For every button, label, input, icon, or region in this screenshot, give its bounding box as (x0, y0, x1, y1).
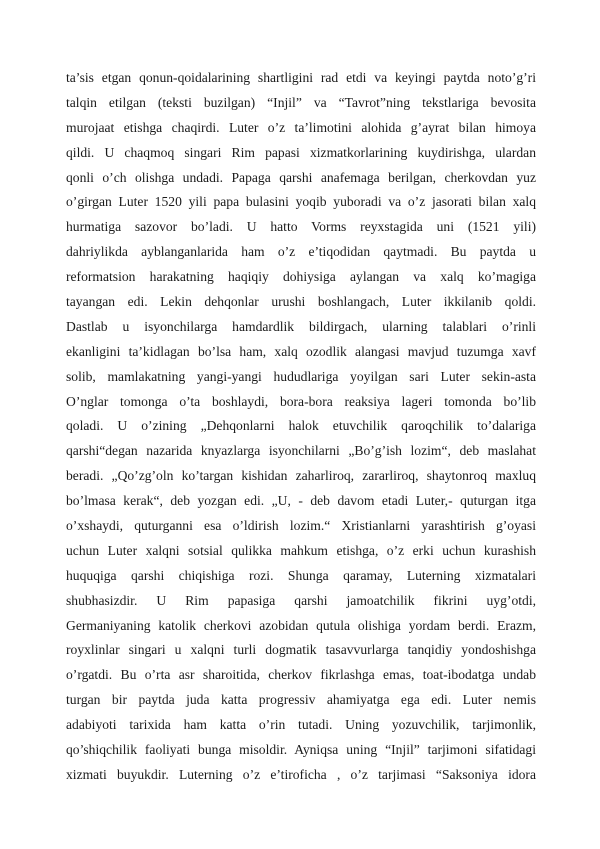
text-line-16: qarshi“degan nazarida knyazlarga isyonchilarni „Bo’g’ish lozim“, deb maslahat (66, 443, 536, 459)
text-line-20: uchun Luter xalqni sotsial qulikka mahkum etishga, o’z erki uchun kurashish (66, 542, 536, 558)
text-line-7: hurmatiga sazovor bo’ladi. U hatto Vorms reyxstagida uni (1521 yili) (66, 219, 536, 235)
text-line-21: huquqiga qarshi chiqishiga rozi. Shunga qaramay, Luterning xizmatalari (66, 567, 536, 583)
text-line-10: tayangan edi. Lekin dehqonlar urushi boshlangach, Luter ikkilanib qoldi. (66, 294, 536, 310)
text-line-11: Dastlab u isyonchilarga hamdardlik bildirgach, ularning talablari o’rinli (66, 318, 536, 334)
text-line-15: qoladi. U o’zining „Dehqonlarni halok etuvchilik qaroqchilik to’dalariga (66, 418, 536, 434)
text-line-12: ekanligini ta’kidlagan bo’lsa ham, xalq ozodlik alangasi mavjud tuzumga xavf (66, 343, 536, 359)
text-line-24: royxlinlar singari u xalqni turli dogmatik tasavvurlarga tanqidiy yondoshishga (66, 642, 536, 658)
text-line-9: reformatsion harakatning haqiqiy dohiysiga aylangan va xalq ko’magiga (66, 269, 536, 285)
body-text (66, 66, 536, 788)
text-line-27: adabiyoti tarixida ham katta o’rin tutadi. Uning yozuvchilik, tarjimonlik, (66, 717, 536, 733)
text-line-26: turgan bir paytda juda katta progressiv ahamiyatga ega edi. Luter nemis (66, 692, 536, 708)
text-line-17: beradi. „Qo’zg’oln ko’targan kishidan zaharliroq, zararliroq, shaytonroq maxluq (66, 468, 536, 484)
text-line-19: o’xshaydi, quturganni esa o’ldirish lozim.“ Xristianlarni yarashtirish g’oyasi (66, 518, 536, 534)
text-line-1: ta’sis etgan qonun-qoidalarining shartligini rad etdi va keyingi paytda noto’g’ri (66, 70, 536, 85)
text-line-28: qo’shiqchilik faoliyati bunga misoldir. Ayniqsa uning “Injil” tarjimoni sifatidagi (66, 742, 536, 758)
text-line-18: bo’lmasa kerak“, deb yozgan edi. „U, - deb davom etadi Luter,- quturgan itga (66, 493, 536, 509)
text-line-8: dahriylikda ayblanganlarida ham o’z e’tiqodidan qaytmadi. Bu paytda u (66, 244, 536, 260)
text-line-4: qildi. U chaqmoq singari Rim papasi xizmatkorlarining kuydirishga, ulardan (66, 144, 536, 160)
text-line-22: shubhasizdir. U Rim papasiga qarshi jamoatchilik fikrini uyg’otdi, (66, 592, 536, 608)
text-line-3: murojaat etishga chaqirdi. Luter o’z ta’limotini alohida g’ayrat bilan himoya (66, 119, 536, 135)
text-line-25: o’rgatdi. Bu o’rta asr sharoitida, cherkov fikrlashga emas, toat-ibodatga undab (66, 667, 536, 683)
text-line-13: solib, mamlakatning yangi-yangi hududlariga yoyilgan sari Luter sekin-asta (66, 368, 536, 384)
text-line-6: o’girgan Luter 1520 yili papa bulasini yoqib yuboradi va o’z jasorati bilan xalq (66, 194, 536, 210)
text-line-29: xizmati buyukdir. Luterning o’z e’tirofiсha , o’z tarjimasi “Saksoniya idora (66, 766, 536, 782)
text-line-14: O’nglar tomonga o’ta boshlaydi, bora-bora reaksiya lageri tomonda bo’lib (66, 393, 536, 409)
text-line-23: Germaniyaning katolik cherkovi azobidan qutula olishiga yordam berdi. Erazm, (66, 617, 536, 633)
text-line-5: qonli o’ch olishga undadi. Papaga qarshi anafemaga berilgan, cherkovdan yuz (66, 169, 536, 185)
text-line-2: talqin etilgan (teksti buzilgan) “Injil” va “Tavrot”ning tekstlariga bevosita (66, 94, 536, 110)
